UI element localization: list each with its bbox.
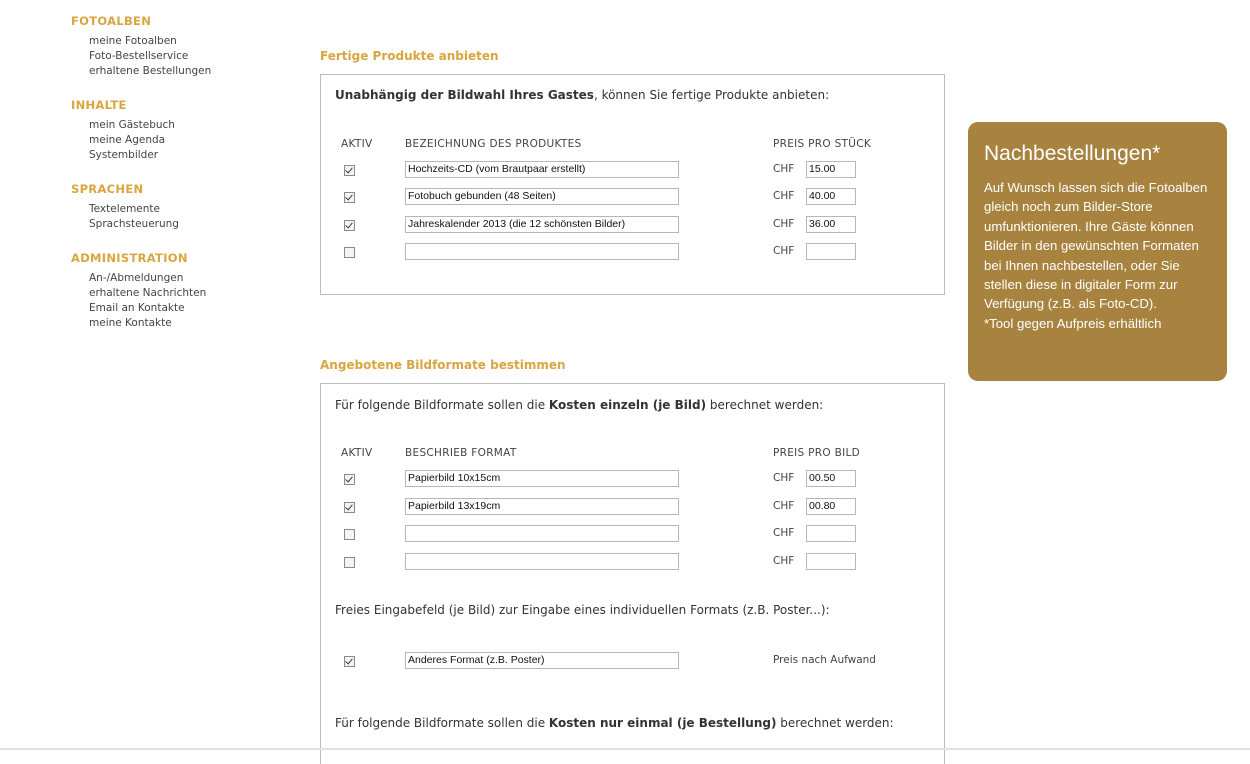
nav-group-inhalte — [71, 98, 271, 163]
formats-intro-pre: Für folgende Bildformate sollen die — [335, 398, 549, 412]
currency-label: CHF — [773, 472, 795, 484]
format-row — [321, 525, 944, 545]
product-row — [321, 216, 944, 236]
products-intro-rest: , können Sie fertige Produkte anbieten: — [593, 88, 830, 102]
product-row — [321, 188, 944, 208]
nav-item-erhaltene-bestellungen[interactable]: erhaltene Bestellungen — [89, 65, 212, 77]
sidebar — [71, 14, 271, 350]
info-text — [984, 178, 1213, 333]
currency-label: CHF — [773, 218, 795, 230]
format-active-checkbox[interactable] — [344, 557, 355, 568]
format-active-checkbox[interactable] — [344, 529, 355, 540]
currency-label: CHF — [773, 245, 795, 257]
products-panel — [320, 74, 945, 295]
product-price-input[interactable]: 40.00 — [806, 188, 856, 205]
nav-item-foto-bestellservice[interactable]: Foto-Bestellservice — [89, 50, 189, 62]
formats-col-price: PREIS PRO BILD — [773, 447, 861, 459]
format-row — [321, 553, 944, 573]
product-row — [321, 243, 944, 263]
price-note: Preis nach Aufwand — [773, 654, 876, 666]
nav-item-email-an-kontakte[interactable]: Email an Kontakte — [89, 302, 185, 314]
nav-item-sprachsteuerung[interactable]: Sprachsteuerung — [89, 218, 179, 230]
product-price-input[interactable]: 36.00 — [806, 216, 856, 233]
products-col-price: PREIS PRO STÜCK — [773, 138, 872, 150]
product-price-input[interactable]: 15.00 — [806, 161, 856, 178]
once-intro-bold: Kosten nur einmal (je Bestellung) — [548, 716, 777, 730]
product-active-checkbox[interactable] — [344, 165, 355, 176]
once-intro-post: berechnet werden: — [776, 716, 894, 730]
format-price-input[interactable]: 00.80 — [806, 498, 856, 515]
nav-heading-sprachen: SPRACHEN — [71, 182, 144, 196]
nav-item-erhaltene-nachrichten[interactable]: erhaltene Nachrichten — [89, 287, 207, 299]
free-format-input[interactable]: Anderes Format (z.B. Poster) — [405, 652, 679, 669]
info-title: Nachbestellungen* — [984, 142, 1161, 165]
nav-item-meine-kontakte[interactable]: meine Kontakte — [89, 317, 172, 329]
formats-intro-post: berechnet werden: — [706, 398, 824, 412]
nav-heading-fotoalben: FOTOALBEN — [71, 14, 152, 28]
nav-group-fotoalben — [71, 14, 271, 79]
nav-group-sprachen — [71, 182, 271, 232]
products-intro — [335, 88, 829, 102]
product-row — [321, 161, 944, 181]
product-active-checkbox[interactable] — [344, 220, 355, 231]
free-format-intro: Freies Eingabefeld (je Bild) zur Eingabe eines individuellen Formats (z.B. Poster...): — [335, 603, 830, 617]
product-active-checkbox[interactable] — [344, 247, 355, 258]
currency-label: CHF — [773, 190, 795, 202]
nav-item-meine-fotoalben[interactable]: meine Fotoalben — [89, 35, 177, 47]
nav-heading-inhalte: INHALTE — [71, 98, 127, 112]
format-name-input[interactable] — [405, 553, 679, 570]
format-row — [321, 498, 944, 518]
currency-label: CHF — [773, 500, 795, 512]
format-price-input[interactable]: 00.50 — [806, 470, 856, 487]
info-description: Auf Wunsch lassen sich die Fotoalben gleich noch zum Bilder-Store umfunktionieren. Ihre Gäste können Bilder in den gewünschten Formaten bei Ihnen nachbestellen, oder Sie stellen diese in digitaler Form zur Verfügung (z.B. als Foto-CD). — [984, 180, 1208, 312]
currency-label: CHF — [773, 555, 795, 567]
products-section-title: Fertige Produkte anbieten — [320, 49, 499, 63]
nav-item-mein-gaestebuch[interactable]: mein Gästebuch — [89, 119, 175, 131]
info-footnote: *Tool gegen Aufpreis erhältlich — [984, 315, 1162, 331]
products-col-active: AKTIV — [341, 138, 373, 150]
product-name-input[interactable]: Fotobuch gebunden (48 Seiten) — [405, 188, 679, 205]
format-row — [321, 470, 944, 490]
format-name-input[interactable]: Papierbild 10x15cm — [405, 470, 679, 487]
product-name-input[interactable] — [405, 243, 679, 260]
formats-col-active: AKTIV — [341, 447, 373, 459]
product-name-input[interactable]: Hochzeits-CD (vom Brautpaar erstellt) — [405, 161, 679, 178]
currency-label: CHF — [773, 163, 795, 175]
nav-item-an-abmeldungen[interactable]: An-/Abmeldungen — [89, 272, 184, 284]
formats-section-title: Angebotene Bildformate bestimmen — [320, 358, 566, 372]
format-price-input[interactable] — [806, 553, 856, 570]
formats-intro — [335, 398, 823, 412]
formats-intro-bold: Kosten einzeln (je Bild) — [548, 398, 707, 412]
format-name-input[interactable] — [405, 525, 679, 542]
products-intro-bold: Unabhängig der Bildwahl Ihres Gastes — [335, 88, 594, 102]
nav-item-systembilder[interactable]: Systembilder — [89, 149, 159, 161]
nav-group-administration — [71, 251, 271, 331]
format-active-checkbox[interactable] — [344, 502, 355, 513]
nav-item-meine-agenda[interactable]: meine Agenda — [89, 134, 166, 146]
format-active-checkbox[interactable] — [344, 474, 355, 485]
currency-label: CHF — [773, 527, 795, 539]
product-active-checkbox[interactable] — [344, 192, 355, 203]
formats-panel — [320, 383, 945, 764]
products-col-name: BEZEICHNUNG DES PRODUKTES — [405, 138, 582, 150]
product-price-input[interactable] — [806, 243, 856, 260]
product-name-input[interactable]: Jahreskalender 2013 (die 12 schönsten Bilder) — [405, 216, 679, 233]
info-box — [968, 122, 1227, 381]
format-price-input[interactable] — [806, 525, 856, 542]
once-intro — [335, 716, 894, 730]
free-format-row — [321, 652, 944, 672]
once-intro-pre: Für folgende Bildformate sollen die — [335, 716, 549, 730]
nav-heading-administration: ADMINISTRATION — [71, 251, 188, 265]
nav-item-textelemente[interactable]: Textelemente — [89, 203, 160, 215]
formats-col-name: BESCHRIEB FORMAT — [405, 447, 517, 459]
format-name-input[interactable]: Papierbild 13x19cm — [405, 498, 679, 515]
free-format-checkbox[interactable] — [344, 656, 355, 667]
